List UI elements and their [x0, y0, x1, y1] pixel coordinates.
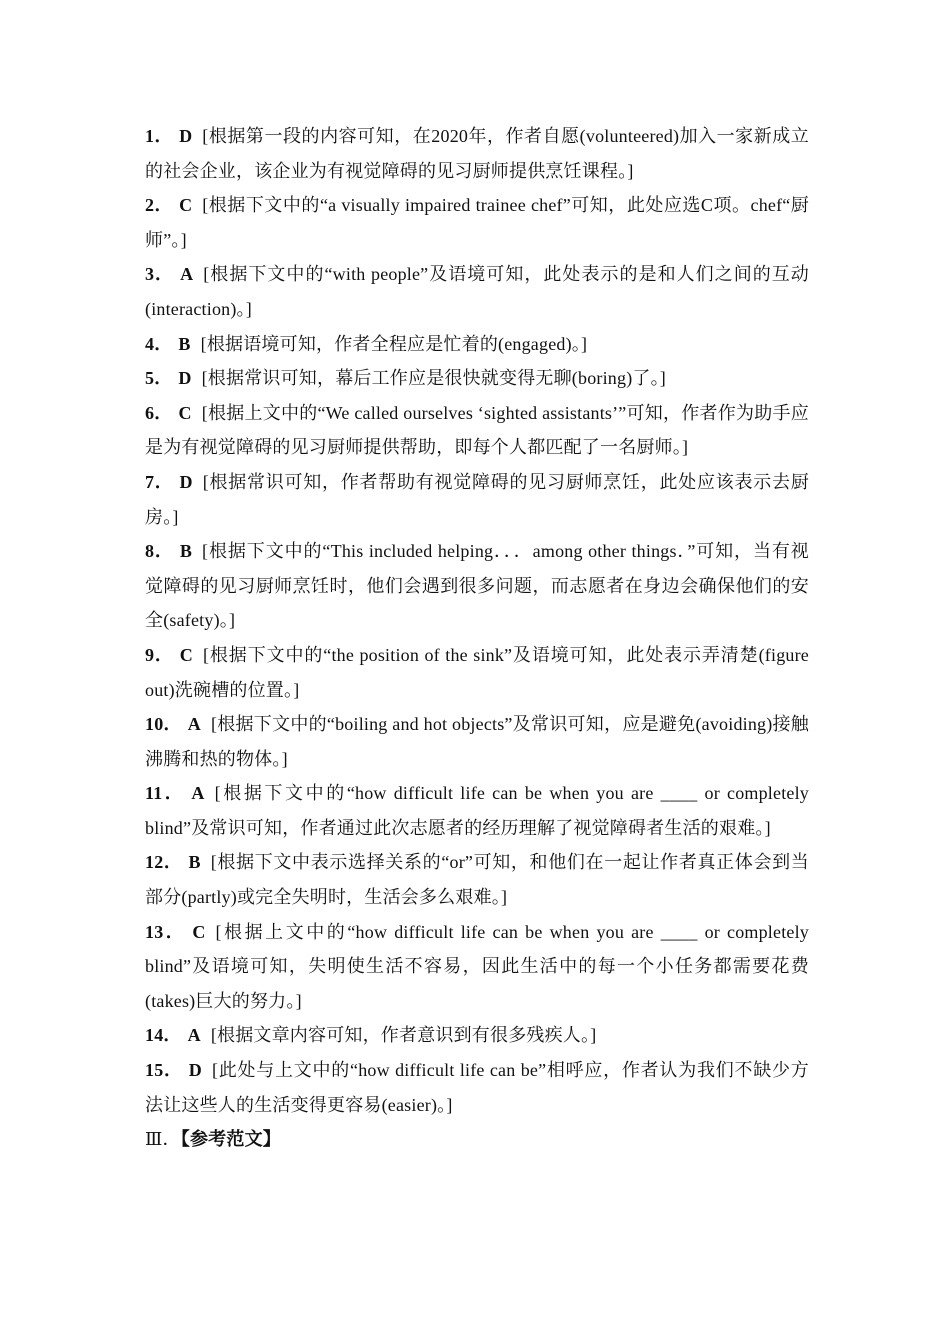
answer-item-15: [145, 1053, 809, 1122]
answer-item-13: [145, 915, 809, 1019]
explanation-text: [根据下文中的“a visually impaired trainee chef”可知，此处应选C项。chef“厨师”。]: [145, 195, 809, 250]
answer-letter: C: [192, 921, 206, 942]
answer-item-7: [145, 465, 809, 534]
answer-item-4: [145, 327, 809, 362]
explanation-text: [根据下文中的“with people”及语境可知，此处表示的是和人们之间的互动(interaction)。]: [145, 264, 809, 319]
answer-letter: D: [178, 368, 192, 389]
item-number: 5．: [145, 368, 173, 389]
item-number: 11．: [145, 783, 186, 804]
explanation-text: [根据下文中的“This included helping．．．among other things．”可知，当有视觉障碍的见习厨师烹饪时，他们会遇到很多问题，而志愿者在身边会确保他们的安全(safety)。]: [145, 541, 809, 631]
answer-letter: D: [179, 126, 193, 146]
answer-item-10: [145, 707, 809, 776]
explanation-text: [根据下文中的“how difficult life can be when you are ____ or completely blind”及常识可知，作者通过此次志愿者的经历理解了视觉障碍者生活的艰难。]: [145, 783, 809, 838]
answer-letter: D: [188, 1060, 202, 1081]
answer-letter: B: [179, 541, 193, 562]
item-number: 15．: [145, 1060, 183, 1081]
explanation-text: [根据上文中的“We called ourselves ‘sighted assistants’”可知，作者作为助手应是为有视觉障碍的见习厨师提供帮助，即每个人都匹配了一名厨师。]: [145, 402, 809, 458]
answer-letter: A: [187, 1025, 201, 1046]
explanation-text: [根据上文中的“how difficult life can be when you are ____ or completely blind”及语境可知，失明使生活不容易，因此生活中的每一个小任务都需要花费(takes)巨大的努力。]: [145, 921, 809, 1011]
item-number: 9．: [145, 644, 174, 665]
explanation-text: [根据常识可知，幕后工作应是很快就变得无聊(boring)了。]: [201, 368, 666, 389]
section-number: Ⅲ．: [145, 1129, 181, 1150]
answer-letter: C: [179, 644, 193, 665]
answer-item-2: [145, 188, 809, 257]
explanation-text: [根据下文中表示选择关系的“or”可知，和他们在一起让作者真正体会到当部分(partly)或完全失明时，生活会多么艰难。]: [145, 852, 809, 908]
explanation-text: [根据语境可知，作者全程应是忙着的(engaged)。]: [200, 333, 588, 354]
item-number: 12．: [145, 852, 183, 873]
item-number: 3．: [145, 264, 175, 285]
item-number: 7．: [145, 471, 174, 492]
answer-key: [145, 119, 809, 1157]
item-number: 13．: [145, 921, 187, 942]
item-number: 10．: [145, 714, 182, 735]
answer-item-3: [145, 257, 809, 326]
item-number: 8．: [145, 541, 174, 562]
explanation-text: [根据下文中的“the position of the sink”及语境可知，此处表示弄清楚(figure out)洗碗槽的位置。]: [145, 644, 809, 700]
explanation-text: [根据下文中的“boiling and hot objects”及常识可知，应是避免(avoiding)接触沸腾和热的物体。]: [145, 714, 809, 769]
answer-letter: D: [179, 471, 193, 492]
explanation-text: [根据文章内容可知，作者意识到有很多残疾人。]: [210, 1025, 597, 1046]
answer-item-1: [145, 119, 809, 188]
item-number: 14．: [145, 1025, 182, 1046]
answer-item-12: [145, 845, 809, 914]
item-number: 1．: [145, 126, 174, 146]
explanation-text: [根据常识可知，作者帮助有视觉障碍的见习厨师烹饪，此处应该表示去厨房。]: [145, 471, 810, 527]
answer-letter: C: [178, 402, 192, 423]
answer-letter: A: [191, 783, 205, 804]
answer-item-9: [145, 638, 809, 707]
answer-letter: A: [187, 714, 201, 735]
section-title: 【参考范文】: [180, 1129, 281, 1150]
answer-item-5: [145, 361, 809, 396]
explanation-text: [此处与上文中的“how difficult life can be”相呼应，作者认为我们不缺少方法让这些人的生活变得更容易(easier)。]: [145, 1060, 809, 1115]
item-number: 2．: [145, 195, 174, 216]
explanation-text: [根据第一段的内容可知，在2020年，作者自愿(volunteered)加入一家新成立的社会企业，该企业为有视觉障碍的见习厨师提供烹饪课程。]: [145, 126, 810, 181]
item-number: 4．: [145, 333, 173, 354]
section-heading: [145, 1122, 809, 1157]
answer-item-6: [145, 396, 809, 465]
item-number: 6．: [145, 402, 173, 423]
answer-item-8: [145, 534, 809, 638]
answer-letter: B: [188, 852, 201, 873]
answer-item-11: [145, 776, 809, 845]
answer-letter: C: [179, 195, 193, 216]
answer-item-14: [145, 1018, 809, 1053]
answer-letter: B: [178, 333, 191, 354]
answer-letter: A: [180, 264, 194, 285]
